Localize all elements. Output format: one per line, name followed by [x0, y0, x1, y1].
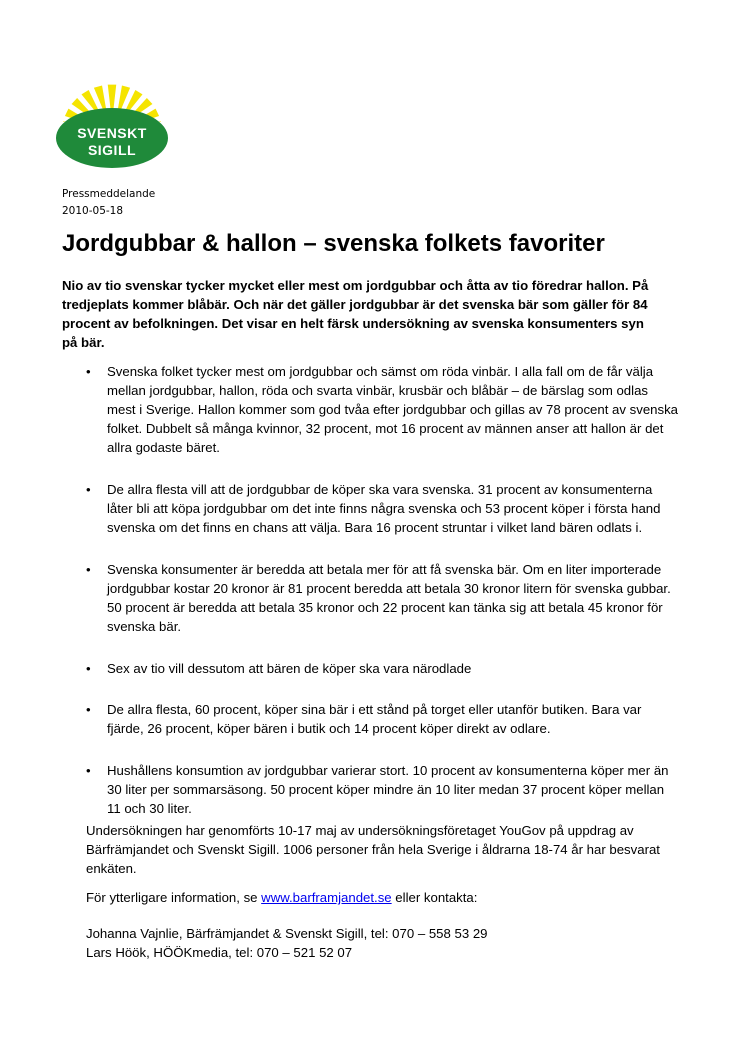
- info-text-after: eller kontakta:: [391, 890, 478, 905]
- bullet-icon: •: [86, 562, 91, 577]
- survey-paragraph: Undersökningen har genomförts 10-17 maj av undersökningsföretaget YouGov på uppdrag av Bärfrämjandet och Svenskt Sigill. 1006 personer från hela Sverige i åldrarna 18-74 år har besvarat enkäten.: [86, 823, 660, 876]
- bullet-icon: •: [86, 364, 91, 379]
- list-item-text: De allra flesta vill att de jordgubbar de köper ska vara svenska. 31 procent av konsumenterna låter bli att köpa jordgubbar om det inte finns några svenska och 53 procent köper i första hand svenska om det finns en chans att välja. Bara 16 procent struntar i vilket land bären odlats i.: [107, 482, 661, 535]
- contact-line: Lars Höök, HÖÖKmedia, tel: 070 – 521 52 07: [86, 945, 353, 960]
- logo-text-line1: SVENSKT: [77, 125, 147, 141]
- document-date: 2010-05-18: [62, 205, 124, 217]
- list-item: [80, 700, 680, 738]
- list-item: [80, 659, 680, 678]
- contact-list: [86, 924, 666, 962]
- findings-list: [80, 362, 680, 841]
- website-link[interactable]: www.barframjandet.se: [261, 890, 392, 905]
- info-paragraph: [86, 888, 666, 907]
- bullet-icon: •: [86, 763, 91, 778]
- document-type: Pressmeddelande: [62, 188, 156, 200]
- bullet-icon: •: [86, 661, 91, 676]
- logo-text-line2: SIGILL: [87, 142, 137, 158]
- bullet-icon: •: [86, 482, 91, 497]
- list-item-text: Hushållens konsumtion av jordgubbar varierar stort. 10 procent av konsumenterna köper mer än 30 liter per sommarsäsong. 50 procent köper mindre än 10 liter medan 37 procent köper mellan 11 och 30 liter.: [107, 763, 669, 816]
- info-text-before: För ytterligare information, se: [86, 890, 262, 905]
- logo-graphic: [54, 78, 170, 170]
- list-item-text: Svenska folket tycker mest om jordgubbar och sämst om röda vinbär. I alla fall om de får välja mellan jordgubbar, hallon, röda och svarta vinbär, krusbär och blåbär – de bärslag som odlas mest i Sverige. Hallon kommer som god tvåa efter jordgubbar och gillas av 78 procent av svenska folket. Dubbelt så många kvinnor, 32 procent, mot 16 procent av männen anser att hallon är det allra godaste bäret.: [107, 364, 679, 455]
- svenskt-sigill-logo: [54, 78, 170, 170]
- lead-paragraph: Nio av tio svenskar tycker mycket eller mest om jordgubbar och åtta av tio föredrar hallon. På tredjeplats kommer blåbär. Och när det gäller jordgubbar är det svenska bär som gäller för 84 procent av befolkningen. Det visar en helt färsk undersökning av svenska konsumenters syn på bär.: [62, 278, 649, 350]
- list-item: [80, 560, 680, 636]
- bullet-icon: •: [86, 702, 91, 717]
- document-meta: [62, 186, 155, 220]
- list-item: [80, 761, 680, 818]
- list-item-text: Svenska konsumenter är beredda att betala mer för att få svenska bär. Om en liter importerade jordgubbar kostar 20 kronor är 81 procent beredda att betala 30 kronor litern för svenska gubbar. 50 procent är beredda att betala 35 kronor och 22 procent kan tänka sig att betala 45 kronor för svenska bär.: [107, 562, 671, 634]
- list-item: [80, 480, 680, 537]
- list-item-text: Sex av tio vill dessutom att bären de köper ska vara närodlade: [107, 661, 472, 676]
- list-item-text: De allra flesta, 60 procent, köper sina bär i ett stånd på torget eller utanför butiken. Bara var fjärde, 26 procent, köper bären i butik och 14 procent köper direkt av odlare.: [107, 702, 642, 736]
- list-item: [80, 362, 680, 457]
- contact-line: Johanna Vajnlie, Bärfrämjandet & Svenskt Sigill, tel: 070 – 558 53 29: [86, 926, 488, 941]
- page-title: Jordgubbar & hallon – svenska folkets favoriter: [62, 230, 605, 257]
